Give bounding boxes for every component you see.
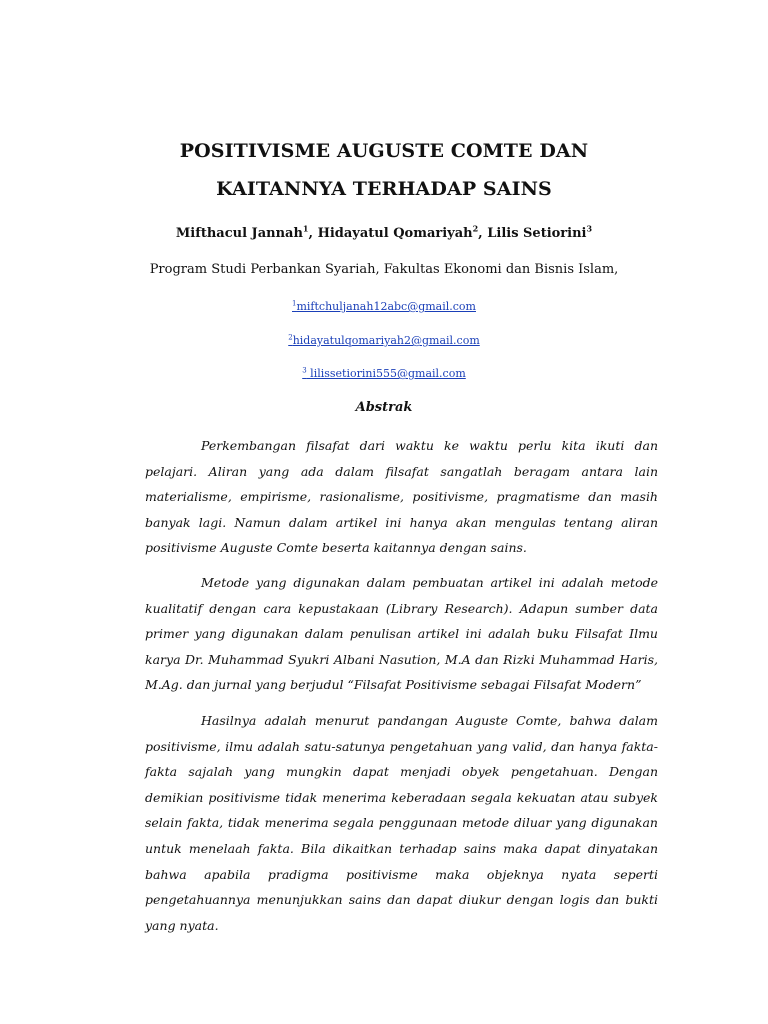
author-superscript: 2 xyxy=(472,223,479,234)
paper-title-line-2: KAITANNYA TERHADAP SAINS xyxy=(216,178,552,200)
author-superscript: 3 xyxy=(586,223,593,234)
author-list xyxy=(0,223,768,241)
affiliation: Program Studi Perbankan Syariah, Fakultas Ekonomi dan Bisnis Islam, xyxy=(149,262,619,277)
author-separator: , xyxy=(308,226,318,241)
email-superscript: 2 xyxy=(288,333,293,342)
paper-title-line-1: POSITIVISME AUGUSTE COMTE DAN xyxy=(179,140,589,162)
abstract-paragraph: Metode yang digunakan dalam pembuatan artikel ini adalah metode kualitatif dengan cara kepustakaan (Library Research). Adapun sumber data primer yang digunakan dalam penulisan artikel ini adalah buku Filsafat Ilmu karya Dr. Muhammad Syukri Albani Nasution, M.A dan Rizki Muhammad Haris, M.Ag. dan jurnal yang berjudul “Filsafat Positivisme sebagai Filsafat Modern” xyxy=(145,575,658,693)
author-superscript: 1 xyxy=(302,223,309,234)
email-link[interactable] xyxy=(302,367,466,380)
email-superscript: 1 xyxy=(292,299,297,308)
email-address: lilissetiorini555@gmail.com xyxy=(306,367,466,380)
email-line-2 xyxy=(0,334,768,347)
email-superscript: 3 xyxy=(302,366,307,375)
author-name: Lilis Setiorini xyxy=(487,226,587,241)
email-address: miftchuljanah12abc@gmail.com xyxy=(296,300,476,313)
abstract-paragraph: Perkembangan filsafat dari waktu ke waktu perlu kita ikuti dan pelajari. Aliran yang ada dalam filsafat sangatlah beragam antara lain materialisme, empirisme, rasionalisme, positivisme, pragmatisme dan masih banyak lagi. Namun dalam artikel ini hanya akan mengulas tentang aliran positivisme Auguste Comte beserta kaitannya dengan sains. xyxy=(145,438,658,556)
email-link[interactable] xyxy=(288,334,480,347)
abstract-paragraph: Hasilnya adalah menurut pandangan Auguste Comte, bahwa dalam positivisme, ilmu adalah satu-satunya pengetahuan yang valid, dan hanya fakta-fakta sajalah yang mungkin dapat menjadi obyek pengetahuan. Dengan demikian positivisme tidak menerima keberadaan segala kekuatan atau subyek selain fakta, tidak menerima segala penggunaan metode diluar yang digunakan untuk menelaah fakta. Bila dikaitkan terhadap sains maka dapat dinyatakan bahwa apabila pradigma positivisme maka objeknya nyata seperti pengetahuannya menunjukkan sains dan dapat diukur dengan logis dan bukti yang nyata. xyxy=(145,713,658,933)
email-address: hidayatulqomariyah2@gmail.com xyxy=(292,334,480,347)
author-separator: , xyxy=(478,226,488,241)
author-name: Hidayatul Qomariyah xyxy=(317,226,473,241)
abstract-heading: Abstrak xyxy=(355,400,413,415)
email-line-1 xyxy=(0,300,768,313)
email-link[interactable] xyxy=(292,300,476,313)
email-line-3 xyxy=(0,367,768,380)
author-name: Mifthacul Jannah xyxy=(175,226,303,241)
